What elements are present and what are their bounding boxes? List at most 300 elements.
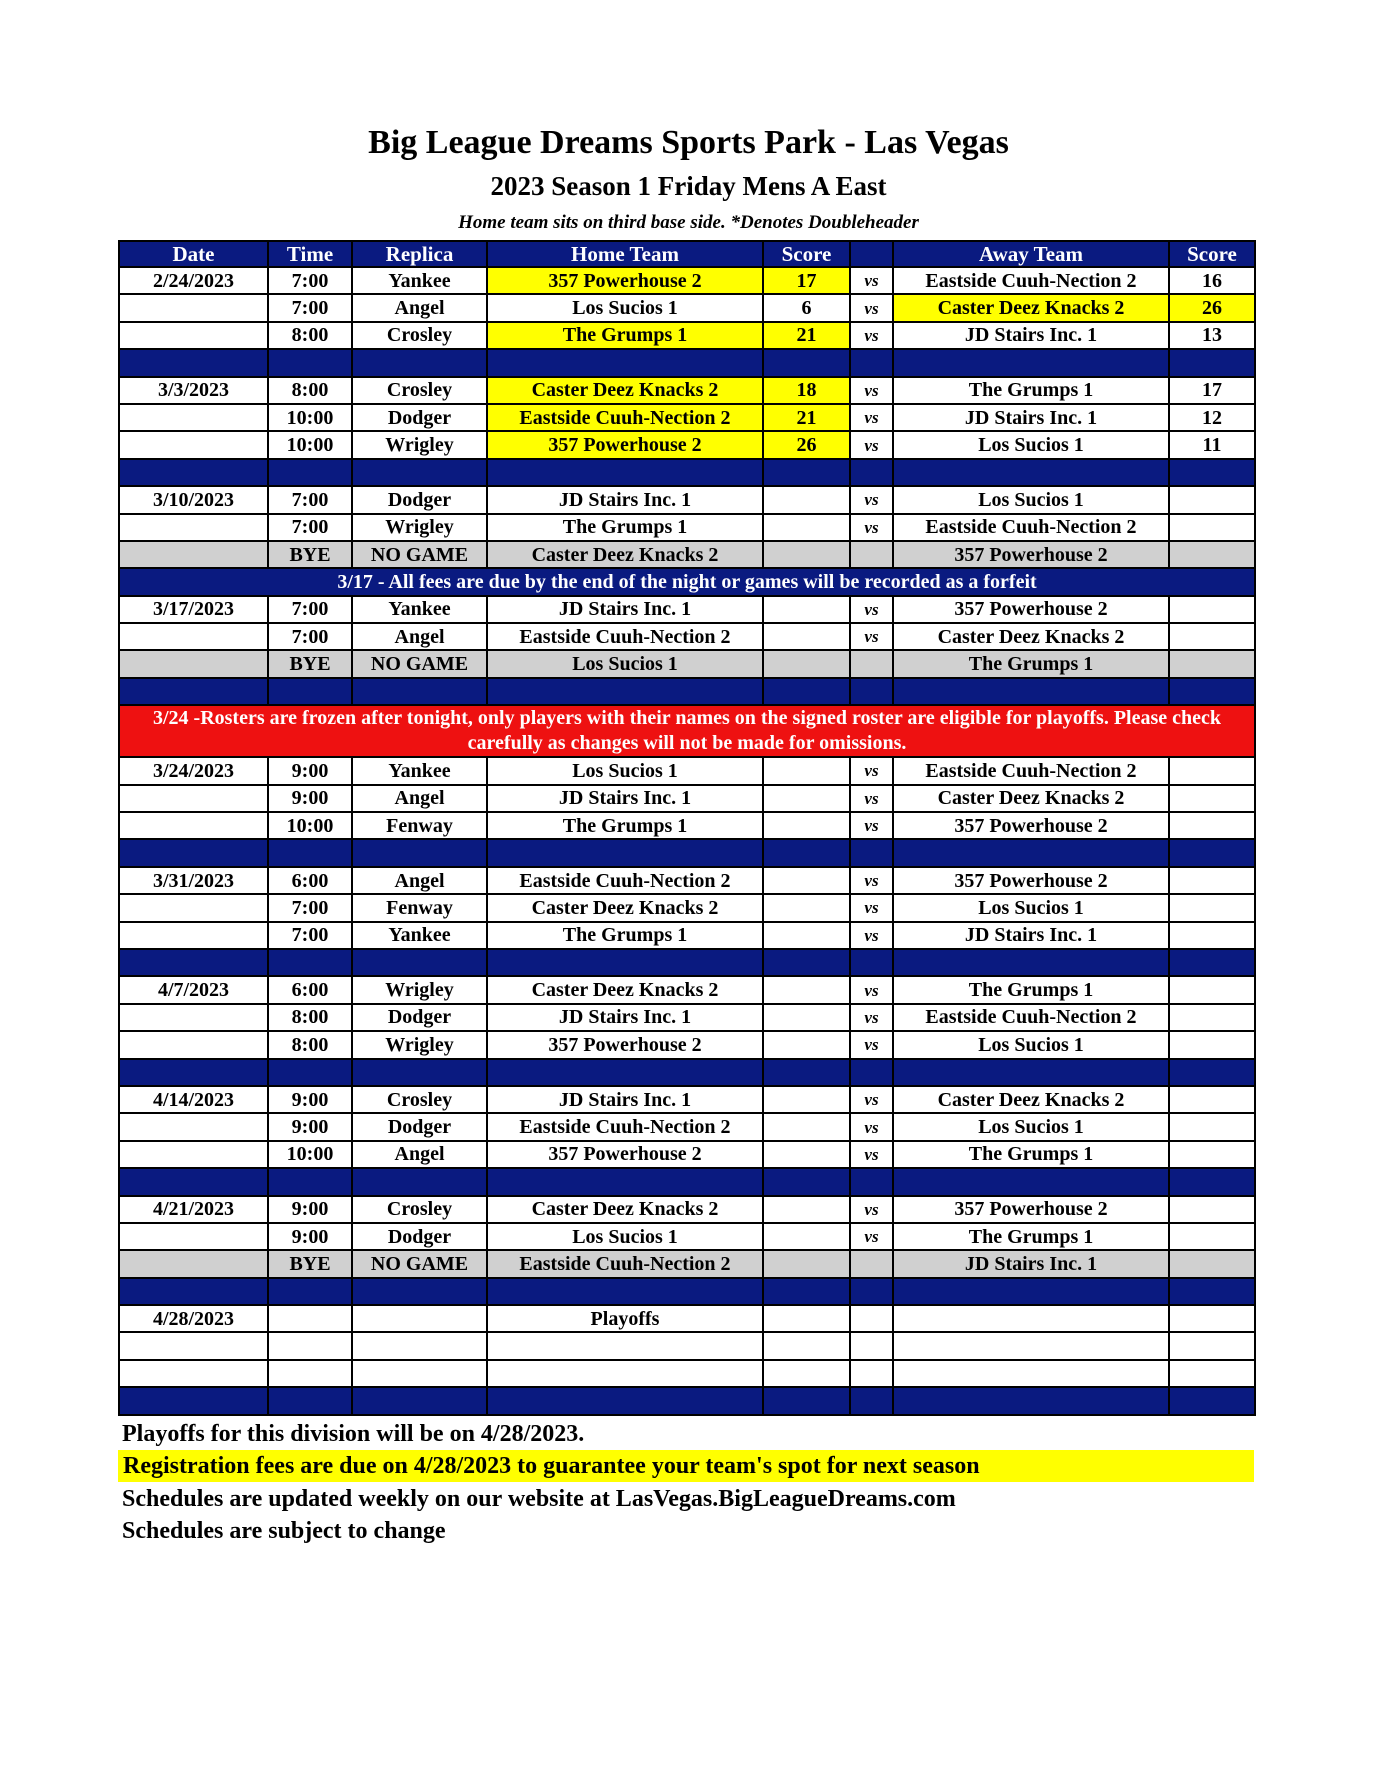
separator-cell xyxy=(487,1387,763,1415)
separator-cell xyxy=(487,949,763,976)
home-team-cell: The Grumps 1 xyxy=(487,812,763,839)
separator-cell xyxy=(893,459,1169,486)
separator-cell xyxy=(487,839,763,866)
home-score-cell xyxy=(763,1004,850,1031)
separator-cell xyxy=(850,678,893,705)
home-score-cell xyxy=(763,623,850,650)
separator-cell xyxy=(487,459,763,486)
separator-row xyxy=(119,1168,1255,1195)
column-header-away-team: Away Team xyxy=(893,241,1169,267)
replica-cell: Wrigley xyxy=(352,431,487,458)
away-team-cell: The Grumps 1 xyxy=(893,377,1169,404)
game-row xyxy=(119,922,1255,949)
away-team-cell: The Grumps 1 xyxy=(893,1141,1169,1168)
notice-text: 3/17 - All fees are due by the end of the night or games will be recorded as a forfeit xyxy=(119,568,1255,595)
away-score-cell xyxy=(1169,867,1255,894)
home-score-cell xyxy=(763,812,850,839)
date-cell xyxy=(119,894,268,921)
separator-cell xyxy=(1169,839,1255,866)
date-cell xyxy=(119,650,268,677)
date-cell xyxy=(119,1004,268,1031)
away-score-cell xyxy=(1169,785,1255,812)
away-score-cell xyxy=(1169,623,1255,650)
vs-cell: vs xyxy=(850,1223,893,1250)
time-cell: 7:00 xyxy=(268,294,352,321)
separator-cell xyxy=(763,1168,850,1195)
vs-cell: vs xyxy=(850,294,893,321)
time-cell: 8:00 xyxy=(268,1004,352,1031)
separator-cell xyxy=(119,349,268,376)
separator-row xyxy=(119,459,1255,486)
vs-cell: vs xyxy=(850,267,893,294)
home-team-cell: Caster Deez Knacks 2 xyxy=(487,541,763,568)
separator-cell xyxy=(893,678,1169,705)
separator-cell xyxy=(119,839,268,866)
empty-row xyxy=(119,1360,1255,1387)
playoffs-label: Playoffs xyxy=(487,1305,763,1332)
away-team-cell: Los Sucios 1 xyxy=(893,1031,1169,1058)
column-header-away-score: Score xyxy=(1169,241,1255,267)
time-cell: 7:00 xyxy=(268,596,352,623)
date-cell: 3/31/2023 xyxy=(119,867,268,894)
game-row xyxy=(119,812,1255,839)
notice-row xyxy=(119,568,1255,595)
vs-cell: vs xyxy=(850,1141,893,1168)
time-cell: 7:00 xyxy=(268,894,352,921)
replica-cell: Wrigley xyxy=(352,976,487,1003)
home-team-cell: The Grumps 1 xyxy=(487,514,763,541)
separator-cell xyxy=(352,1278,487,1305)
empty-cell xyxy=(850,1360,893,1387)
game-row xyxy=(119,1113,1255,1140)
time-cell: 10:00 xyxy=(268,812,352,839)
home-score-cell xyxy=(763,1223,850,1250)
separator-cell xyxy=(268,459,352,486)
replica-cell: Dodger xyxy=(352,1223,487,1250)
time-cell xyxy=(268,1305,352,1332)
date-cell: 4/14/2023 xyxy=(119,1086,268,1113)
game-row xyxy=(119,377,1255,404)
separator-cell xyxy=(893,1168,1169,1195)
away-score-cell xyxy=(1169,1196,1255,1223)
separator-cell xyxy=(487,1168,763,1195)
away-score-cell: 26 xyxy=(1169,294,1255,321)
away-score-cell xyxy=(1169,894,1255,921)
away-score-cell xyxy=(1169,1113,1255,1140)
replica-cell: Yankee xyxy=(352,757,487,784)
game-row xyxy=(119,1086,1255,1113)
vs-cell: vs xyxy=(850,976,893,1003)
home-team-cell: Eastside Cuuh-Nection 2 xyxy=(487,1113,763,1140)
separator-cell xyxy=(1169,1278,1255,1305)
replica-cell: Yankee xyxy=(352,922,487,949)
empty-cell xyxy=(487,1332,763,1359)
column-header-time: Time xyxy=(268,241,352,267)
away-score-cell xyxy=(1169,596,1255,623)
vs-cell: vs xyxy=(850,514,893,541)
away-team-cell: 357 Powerhouse 2 xyxy=(893,812,1169,839)
empty-cell xyxy=(893,1360,1169,1387)
vs-cell: vs xyxy=(850,1196,893,1223)
time-cell: 7:00 xyxy=(268,514,352,541)
separator-cell xyxy=(1169,949,1255,976)
separator-cell xyxy=(119,949,268,976)
separator-cell xyxy=(268,1059,352,1086)
replica-cell xyxy=(352,1305,487,1332)
away-score-cell xyxy=(1169,541,1255,568)
home-team-cell: JD Stairs Inc. 1 xyxy=(487,596,763,623)
away-team-cell: Los Sucios 1 xyxy=(893,486,1169,513)
vs-cell: vs xyxy=(850,596,893,623)
game-row xyxy=(119,1031,1255,1058)
away-team-cell: Eastside Cuuh-Nection 2 xyxy=(893,757,1169,784)
separator-cell xyxy=(893,1278,1169,1305)
separator-cell xyxy=(268,839,352,866)
time-cell: 8:00 xyxy=(268,1031,352,1058)
separator-cell xyxy=(850,1059,893,1086)
vs-cell: vs xyxy=(850,785,893,812)
game-row xyxy=(119,514,1255,541)
home-team-cell: Los Sucios 1 xyxy=(487,1223,763,1250)
replica-cell: Angel xyxy=(352,623,487,650)
home-score-cell xyxy=(763,867,850,894)
away-score-cell xyxy=(1169,1086,1255,1113)
page-title: Big League Dreams Sports Park - Las Vegas xyxy=(368,124,1009,161)
notice-row xyxy=(119,705,1255,757)
home-score-cell: 21 xyxy=(763,322,850,349)
separator-cell xyxy=(119,459,268,486)
home-team-cell: Los Sucios 1 xyxy=(487,650,763,677)
home-score-cell: 18 xyxy=(763,377,850,404)
away-team-cell: 357 Powerhouse 2 xyxy=(893,867,1169,894)
time-cell: 9:00 xyxy=(268,1113,352,1140)
game-row xyxy=(119,1250,1255,1277)
vs-cell: vs xyxy=(850,322,893,349)
separator-cell xyxy=(763,678,850,705)
separator-cell xyxy=(352,678,487,705)
separator-row xyxy=(119,839,1255,866)
replica-cell: Wrigley xyxy=(352,1031,487,1058)
separator-cell xyxy=(893,1387,1169,1415)
away-team-cell: 357 Powerhouse 2 xyxy=(893,1196,1169,1223)
home-team-cell: 357 Powerhouse 2 xyxy=(487,1141,763,1168)
date-cell xyxy=(119,294,268,321)
replica-cell: Dodger xyxy=(352,404,487,431)
away-score-cell xyxy=(1169,1223,1255,1250)
separator-cell xyxy=(1169,1059,1255,1086)
away-score-cell xyxy=(1169,976,1255,1003)
away-team-cell: Caster Deez Knacks 2 xyxy=(893,294,1169,321)
replica-cell: Angel xyxy=(352,867,487,894)
playoffs-row xyxy=(119,1305,1255,1332)
game-row xyxy=(119,404,1255,431)
home-score-cell xyxy=(763,757,850,784)
home-team-cell: The Grumps 1 xyxy=(487,322,763,349)
separator-row xyxy=(119,678,1255,705)
date-cell: 4/28/2023 xyxy=(119,1305,268,1332)
game-row xyxy=(119,294,1255,321)
separator-cell xyxy=(850,1387,893,1415)
separator-cell xyxy=(763,1387,850,1415)
away-team-cell: Caster Deez Knacks 2 xyxy=(893,785,1169,812)
vs-cell: vs xyxy=(850,486,893,513)
separator-row xyxy=(119,349,1255,376)
game-row xyxy=(119,486,1255,513)
replica-cell: NO GAME xyxy=(352,1250,487,1277)
away-score-cell xyxy=(1169,1250,1255,1277)
separator-cell xyxy=(850,349,893,376)
game-row xyxy=(119,976,1255,1003)
away-team-cell: The Grumps 1 xyxy=(893,650,1169,677)
home-score-cell xyxy=(763,596,850,623)
separator-cell xyxy=(1169,1387,1255,1415)
time-cell: 9:00 xyxy=(268,785,352,812)
separator-row xyxy=(119,1059,1255,1086)
date-cell: 3/10/2023 xyxy=(119,486,268,513)
date-cell xyxy=(119,785,268,812)
away-score-cell xyxy=(1169,1031,1255,1058)
away-score-cell xyxy=(1169,1004,1255,1031)
replica-cell: NO GAME xyxy=(352,650,487,677)
away-score-cell: 16 xyxy=(1169,267,1255,294)
separator-cell xyxy=(352,1387,487,1415)
date-cell xyxy=(119,514,268,541)
footer-change: Schedules are subject to change xyxy=(122,1518,446,1544)
time-cell: 10:00 xyxy=(268,1141,352,1168)
vs-cell: vs xyxy=(850,623,893,650)
separator-cell xyxy=(352,949,487,976)
empty-cell xyxy=(1169,1332,1255,1359)
vs-cell: vs xyxy=(850,812,893,839)
date-cell xyxy=(119,1113,268,1140)
header-row xyxy=(119,241,1255,267)
replica-cell: Yankee xyxy=(352,267,487,294)
empty-cell xyxy=(119,1332,268,1359)
separator-row xyxy=(119,949,1255,976)
separator-cell xyxy=(352,1059,487,1086)
home-score-cell xyxy=(763,1086,850,1113)
separator-cell xyxy=(487,349,763,376)
separator-cell xyxy=(850,1278,893,1305)
vs-cell: vs xyxy=(850,1113,893,1140)
date-cell xyxy=(119,541,268,568)
footer-website: Schedules are updated weekly on our website at LasVegas.BigLeagueDreams.com xyxy=(122,1486,956,1512)
time-cell: 10:00 xyxy=(268,431,352,458)
away-team-cell: Caster Deez Knacks 2 xyxy=(893,1086,1169,1113)
away-score-cell: 17 xyxy=(1169,377,1255,404)
date-cell: 4/21/2023 xyxy=(119,1196,268,1223)
home-team-cell: The Grumps 1 xyxy=(487,922,763,949)
game-row xyxy=(119,650,1255,677)
home-score-cell xyxy=(763,514,850,541)
date-cell xyxy=(119,431,268,458)
date-cell xyxy=(119,623,268,650)
separator-cell xyxy=(119,1168,268,1195)
vs-cell: vs xyxy=(850,922,893,949)
home-team-cell: 357 Powerhouse 2 xyxy=(487,267,763,294)
column-header-date: Date xyxy=(119,241,268,267)
home-team-cell: 357 Powerhouse 2 xyxy=(487,431,763,458)
empty-cell xyxy=(487,1360,763,1387)
empty-cell xyxy=(893,1332,1169,1359)
empty-row xyxy=(119,1332,1255,1359)
separator-cell xyxy=(893,1059,1169,1086)
home-score-cell xyxy=(763,976,850,1003)
away-team-cell: Eastside Cuuh-Nection 2 xyxy=(893,514,1169,541)
home-team-cell: JD Stairs Inc. 1 xyxy=(487,785,763,812)
date-cell: 2/24/2023 xyxy=(119,267,268,294)
home-score-cell: 21 xyxy=(763,404,850,431)
away-team-cell: Los Sucios 1 xyxy=(893,1113,1169,1140)
time-cell: 9:00 xyxy=(268,1196,352,1223)
home-team-cell: Eastside Cuuh-Nection 2 xyxy=(487,404,763,431)
away-score-cell xyxy=(1169,812,1255,839)
home-team-cell: Caster Deez Knacks 2 xyxy=(487,976,763,1003)
away-score-cell: 13 xyxy=(1169,322,1255,349)
home-score-cell xyxy=(763,486,850,513)
away-team-cell: JD Stairs Inc. 1 xyxy=(893,322,1169,349)
time-cell: 8:00 xyxy=(268,322,352,349)
home-score-cell xyxy=(763,894,850,921)
separator-cell xyxy=(893,949,1169,976)
vs-cell: vs xyxy=(850,894,893,921)
separator-cell xyxy=(763,459,850,486)
separator-cell xyxy=(487,1059,763,1086)
vs-cell xyxy=(850,541,893,568)
date-cell xyxy=(119,1031,268,1058)
home-team-cell: Los Sucios 1 xyxy=(487,757,763,784)
separator-cell xyxy=(268,1278,352,1305)
game-row xyxy=(119,1196,1255,1223)
date-cell xyxy=(119,922,268,949)
game-row xyxy=(119,623,1255,650)
separator-cell xyxy=(763,839,850,866)
vs-cell: vs xyxy=(850,1031,893,1058)
home-score-cell xyxy=(763,1113,850,1140)
separator-cell xyxy=(352,839,487,866)
separator-cell xyxy=(763,949,850,976)
game-row xyxy=(119,431,1255,458)
game-row xyxy=(119,867,1255,894)
home-score-cell xyxy=(763,785,850,812)
away-score-cell xyxy=(1169,486,1255,513)
home-score-cell xyxy=(763,1250,850,1277)
game-row xyxy=(119,757,1255,784)
home-team-cell: JD Stairs Inc. 1 xyxy=(487,486,763,513)
vs-cell: vs xyxy=(850,757,893,784)
vs-cell xyxy=(850,650,893,677)
separator-cell xyxy=(268,1387,352,1415)
replica-cell: Yankee xyxy=(352,596,487,623)
home-team-cell: Caster Deez Knacks 2 xyxy=(487,377,763,404)
date-cell xyxy=(119,1223,268,1250)
home-score-cell xyxy=(763,541,850,568)
replica-cell: Dodger xyxy=(352,1113,487,1140)
home-score-cell: 6 xyxy=(763,294,850,321)
time-cell: BYE xyxy=(268,541,352,568)
home-team-cell: Eastside Cuuh-Nection 2 xyxy=(487,623,763,650)
time-cell: BYE xyxy=(268,1250,352,1277)
away-score-cell xyxy=(1169,922,1255,949)
date-cell: 3/24/2023 xyxy=(119,757,268,784)
game-row xyxy=(119,1141,1255,1168)
away-team-cell: 357 Powerhouse 2 xyxy=(893,596,1169,623)
separator-row xyxy=(119,1387,1255,1415)
separator-cell xyxy=(1169,349,1255,376)
time-cell: 8:00 xyxy=(268,377,352,404)
empty-cell xyxy=(893,1305,1169,1332)
separator-cell xyxy=(1169,459,1255,486)
date-cell: 3/17/2023 xyxy=(119,596,268,623)
empty-cell xyxy=(1169,1360,1255,1387)
game-row xyxy=(119,322,1255,349)
game-row xyxy=(119,1004,1255,1031)
empty-cell xyxy=(268,1360,352,1387)
vs-cell: vs xyxy=(850,377,893,404)
separator-cell xyxy=(352,349,487,376)
separator-cell xyxy=(268,678,352,705)
date-cell: 3/3/2023 xyxy=(119,377,268,404)
away-team-cell: Eastside Cuuh-Nection 2 xyxy=(893,1004,1169,1031)
away-team-cell: Eastside Cuuh-Nection 2 xyxy=(893,267,1169,294)
separator-cell xyxy=(893,349,1169,376)
empty-cell xyxy=(763,1360,850,1387)
away-team-cell: JD Stairs Inc. 1 xyxy=(893,1250,1169,1277)
separator-cell xyxy=(1169,678,1255,705)
home-score-cell: 26 xyxy=(763,431,850,458)
home-score-cell xyxy=(763,1031,850,1058)
empty-cell xyxy=(352,1360,487,1387)
empty-cell xyxy=(352,1332,487,1359)
game-row xyxy=(119,596,1255,623)
away-team-cell: JD Stairs Inc. 1 xyxy=(893,404,1169,431)
column-header-home-team: Home Team xyxy=(487,241,763,267)
empty-cell xyxy=(268,1332,352,1359)
away-score-cell: 12 xyxy=(1169,404,1255,431)
replica-cell: Crosley xyxy=(352,1086,487,1113)
vs-cell: vs xyxy=(850,1086,893,1113)
replica-cell: Angel xyxy=(352,294,487,321)
away-score-cell xyxy=(1169,1141,1255,1168)
replica-cell: Dodger xyxy=(352,486,487,513)
away-score-cell: 11 xyxy=(1169,431,1255,458)
separator-cell xyxy=(763,349,850,376)
schedule-table xyxy=(118,240,1256,1416)
separator-cell xyxy=(487,678,763,705)
time-cell: 7:00 xyxy=(268,922,352,949)
separator-cell xyxy=(268,349,352,376)
time-cell: 7:00 xyxy=(268,267,352,294)
vs-cell: vs xyxy=(850,867,893,894)
separator-cell xyxy=(763,1059,850,1086)
time-cell: 9:00 xyxy=(268,1086,352,1113)
replica-cell: Fenway xyxy=(352,894,487,921)
column-header-home-score: Score xyxy=(763,241,850,267)
away-team-cell: JD Stairs Inc. 1 xyxy=(893,922,1169,949)
notice-text: 3/24 -Rosters are frozen after tonight, only players with their names on the signed roster are eligible for playoffs. Please check carefully as changes will not be made for omissions. xyxy=(119,705,1255,757)
separator-cell xyxy=(352,1168,487,1195)
separator-cell xyxy=(850,839,893,866)
date-cell: 4/7/2023 xyxy=(119,976,268,1003)
home-team-cell: JD Stairs Inc. 1 xyxy=(487,1086,763,1113)
replica-cell: Angel xyxy=(352,785,487,812)
home-team-cell: JD Stairs Inc. 1 xyxy=(487,1004,763,1031)
time-cell: 9:00 xyxy=(268,1223,352,1250)
game-row xyxy=(119,541,1255,568)
date-cell xyxy=(119,1250,268,1277)
home-team-cell: 357 Powerhouse 2 xyxy=(487,1031,763,1058)
replica-cell: Angel xyxy=(352,1141,487,1168)
